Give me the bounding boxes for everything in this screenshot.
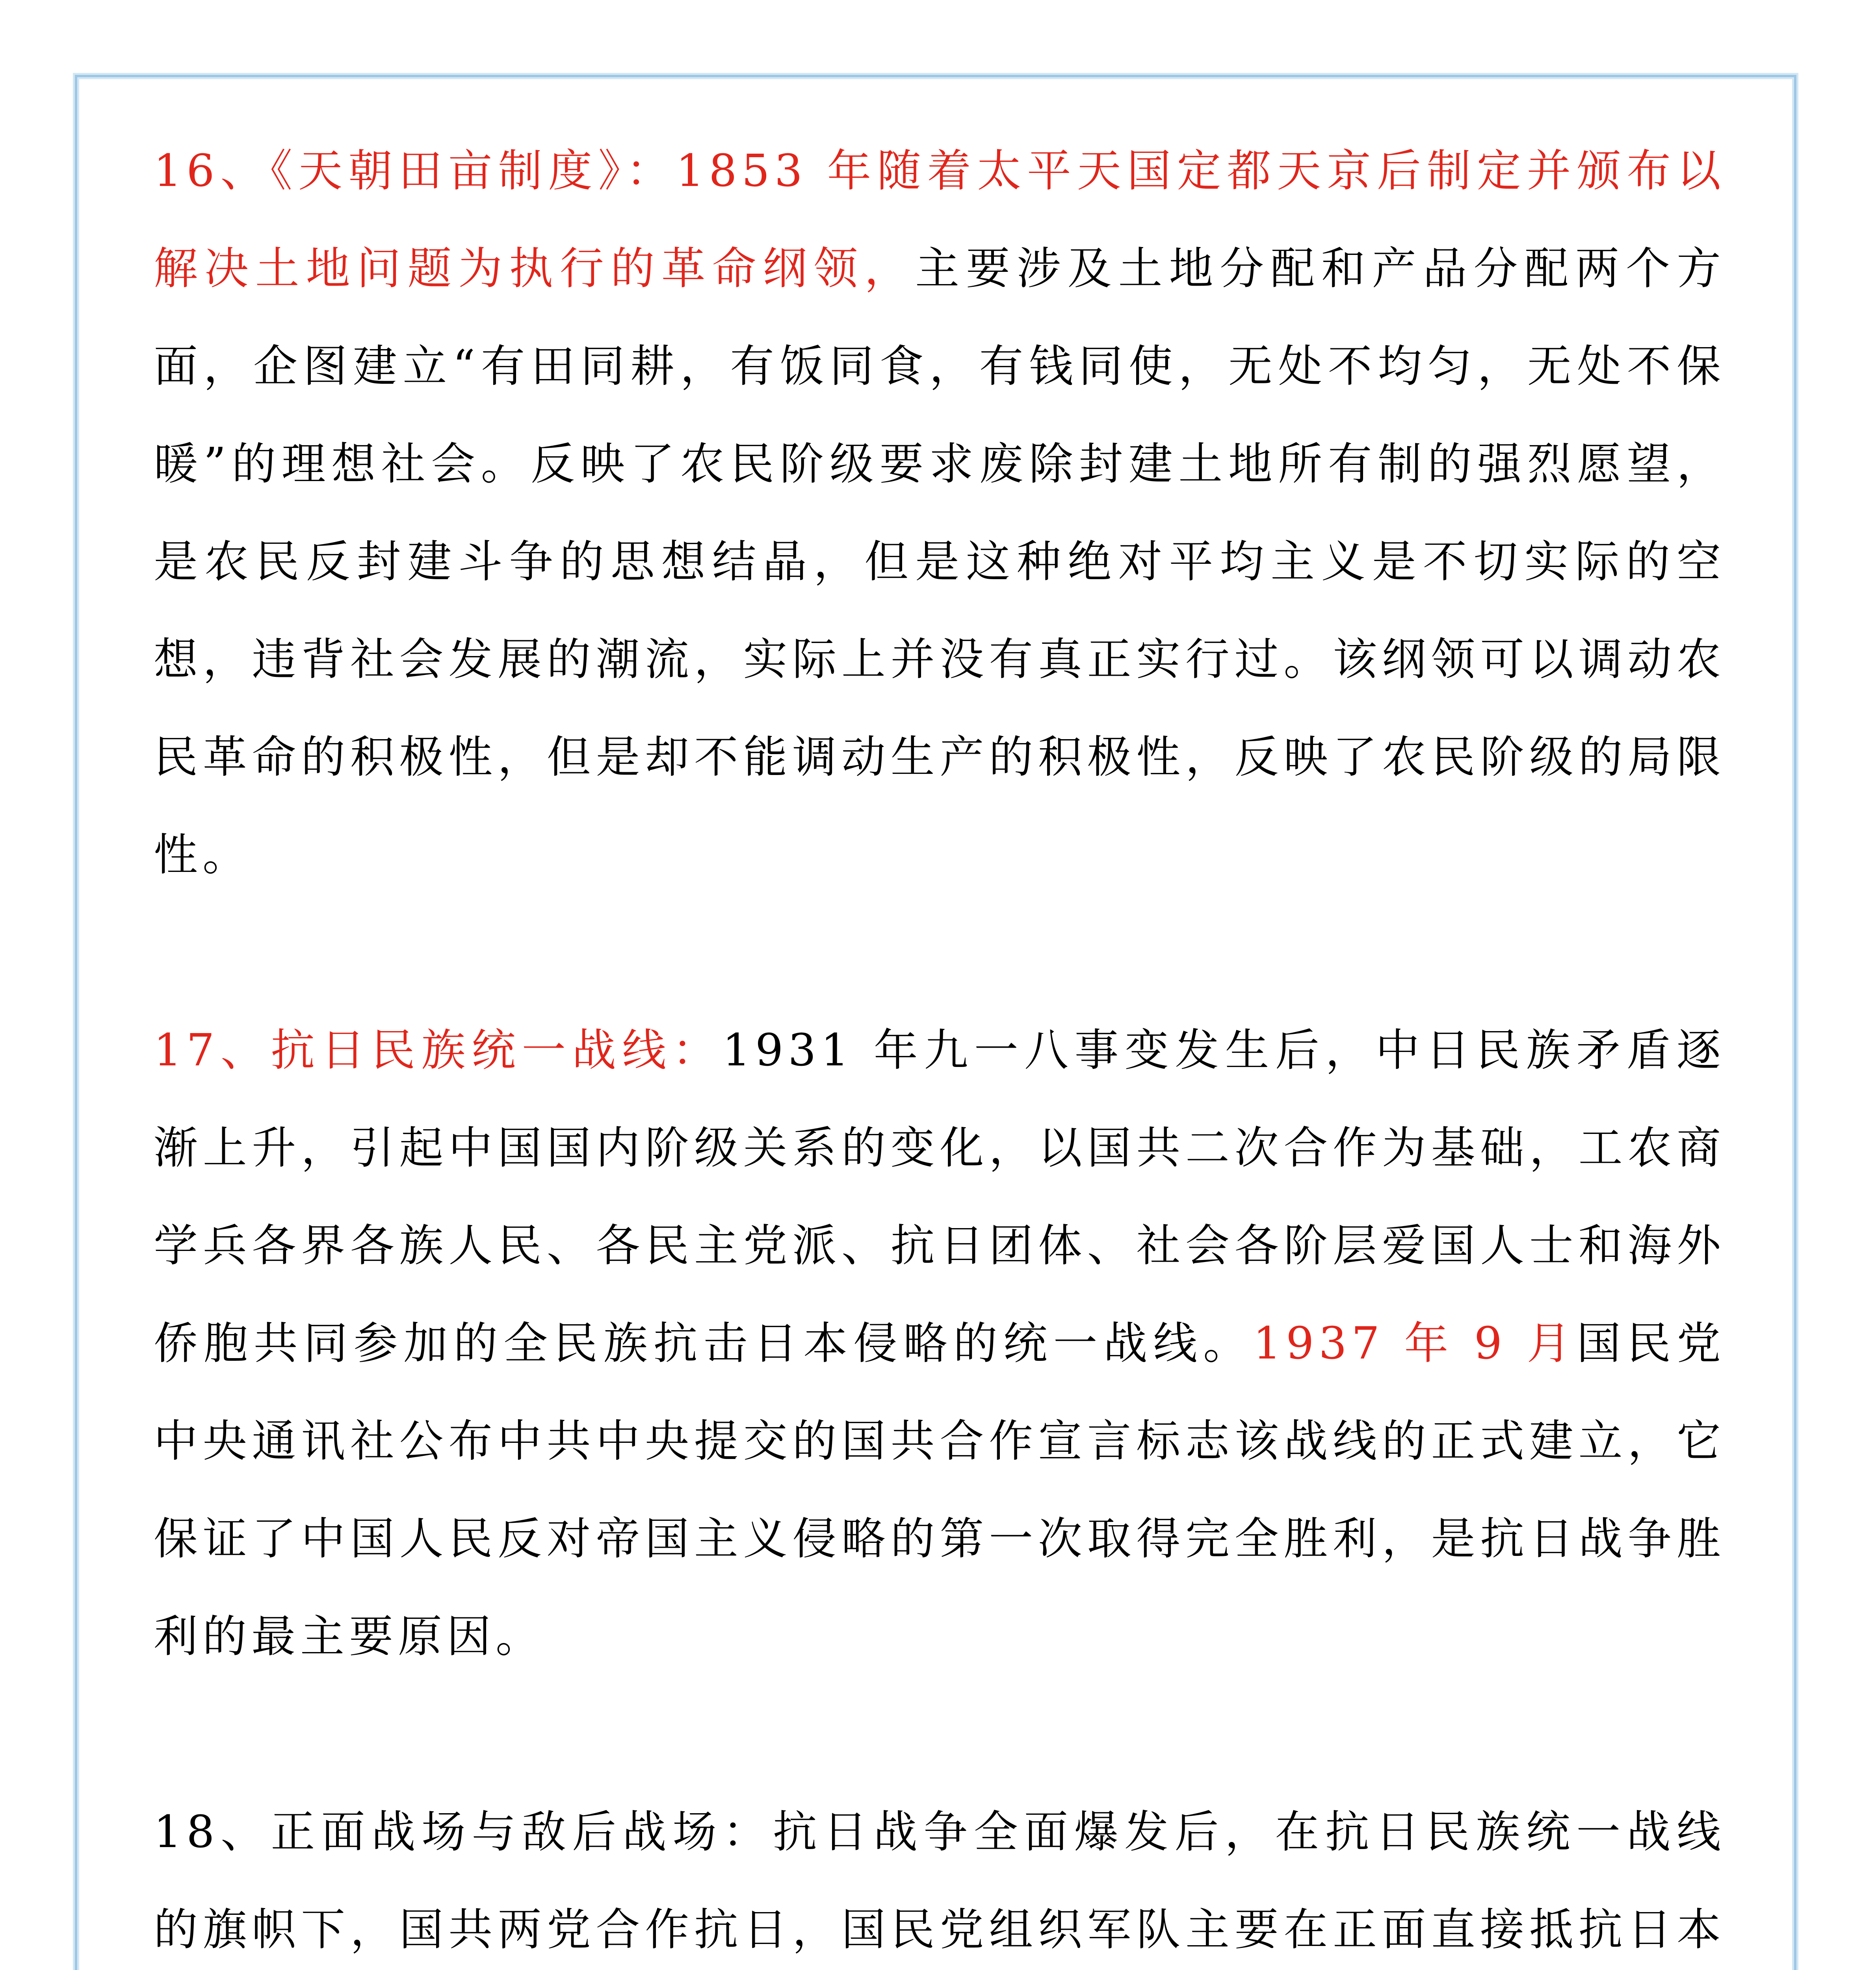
paragraph-17-body-2: 国民党中央通讯社公布中共中央提交的国共合作宣言标志该战线的正式建立，它保证了中国人民反对帝国主义侵略的第一次取得完全胜利，是抗日战争胜利的最主要原因。 — [154, 1318, 1726, 1662]
paragraph-17 — [154, 1002, 1726, 1686]
paragraph-17-body: 1931 年九一八事变发生后，中日民族矛盾逐渐上升，引起中国国内阶级关系的变化，以国共二次合作为基础，工农商学兵各界各族人民、各民主党派、抗日团体、社会各阶层爱国人士和海外侨胞共同参加的全民族抗击日本侵略的统一战线。 — [154, 1025, 1726, 1369]
paragraph-18 — [154, 1783, 1726, 1970]
paragraph-18-body: 18、正面战场与敌后战场：抗日战争全面爆发后，在抗日民族统一战线的旗帜下，国共两党合作抗日，国民党组织军队主要在正面直接抵抗日本 — [154, 1806, 1726, 1955]
paragraph-17-date: 1937 年 9 月 — [1253, 1318, 1577, 1369]
document-body — [154, 122, 1726, 1970]
paragraph-16 — [154, 122, 1726, 904]
paragraph-16-heading: 16、《天朝田亩制度》：1853 年随着太平天国定都天京后制定并颁布以解决土地问题为执行的革命纲领， — [154, 145, 1726, 294]
paragraph-gap — [154, 1686, 1726, 1783]
paragraph-gap — [154, 904, 1726, 1002]
paragraph-17-heading: 17、抗日民族统一战线： — [154, 1025, 723, 1076]
paragraph-16-body: 主要涉及土地分配和产品分配两个方面，企图建立“有田同耕，有饭同食，有钱同使，无处不均匀，无处不保暖”的理想社会。反映了农民阶级要求废除封建土地所有制的强烈愿望，是农民反封建斗争的思想结晶，但是这种绝对平均主义是不切实际的空想，违背社会发展的潮流，实际上并没有真正实行过。该纲领可以调动农民革命的积极性，但是却不能调动生产的积极性，反映了农民阶级的局限性。 — [154, 243, 1726, 881]
